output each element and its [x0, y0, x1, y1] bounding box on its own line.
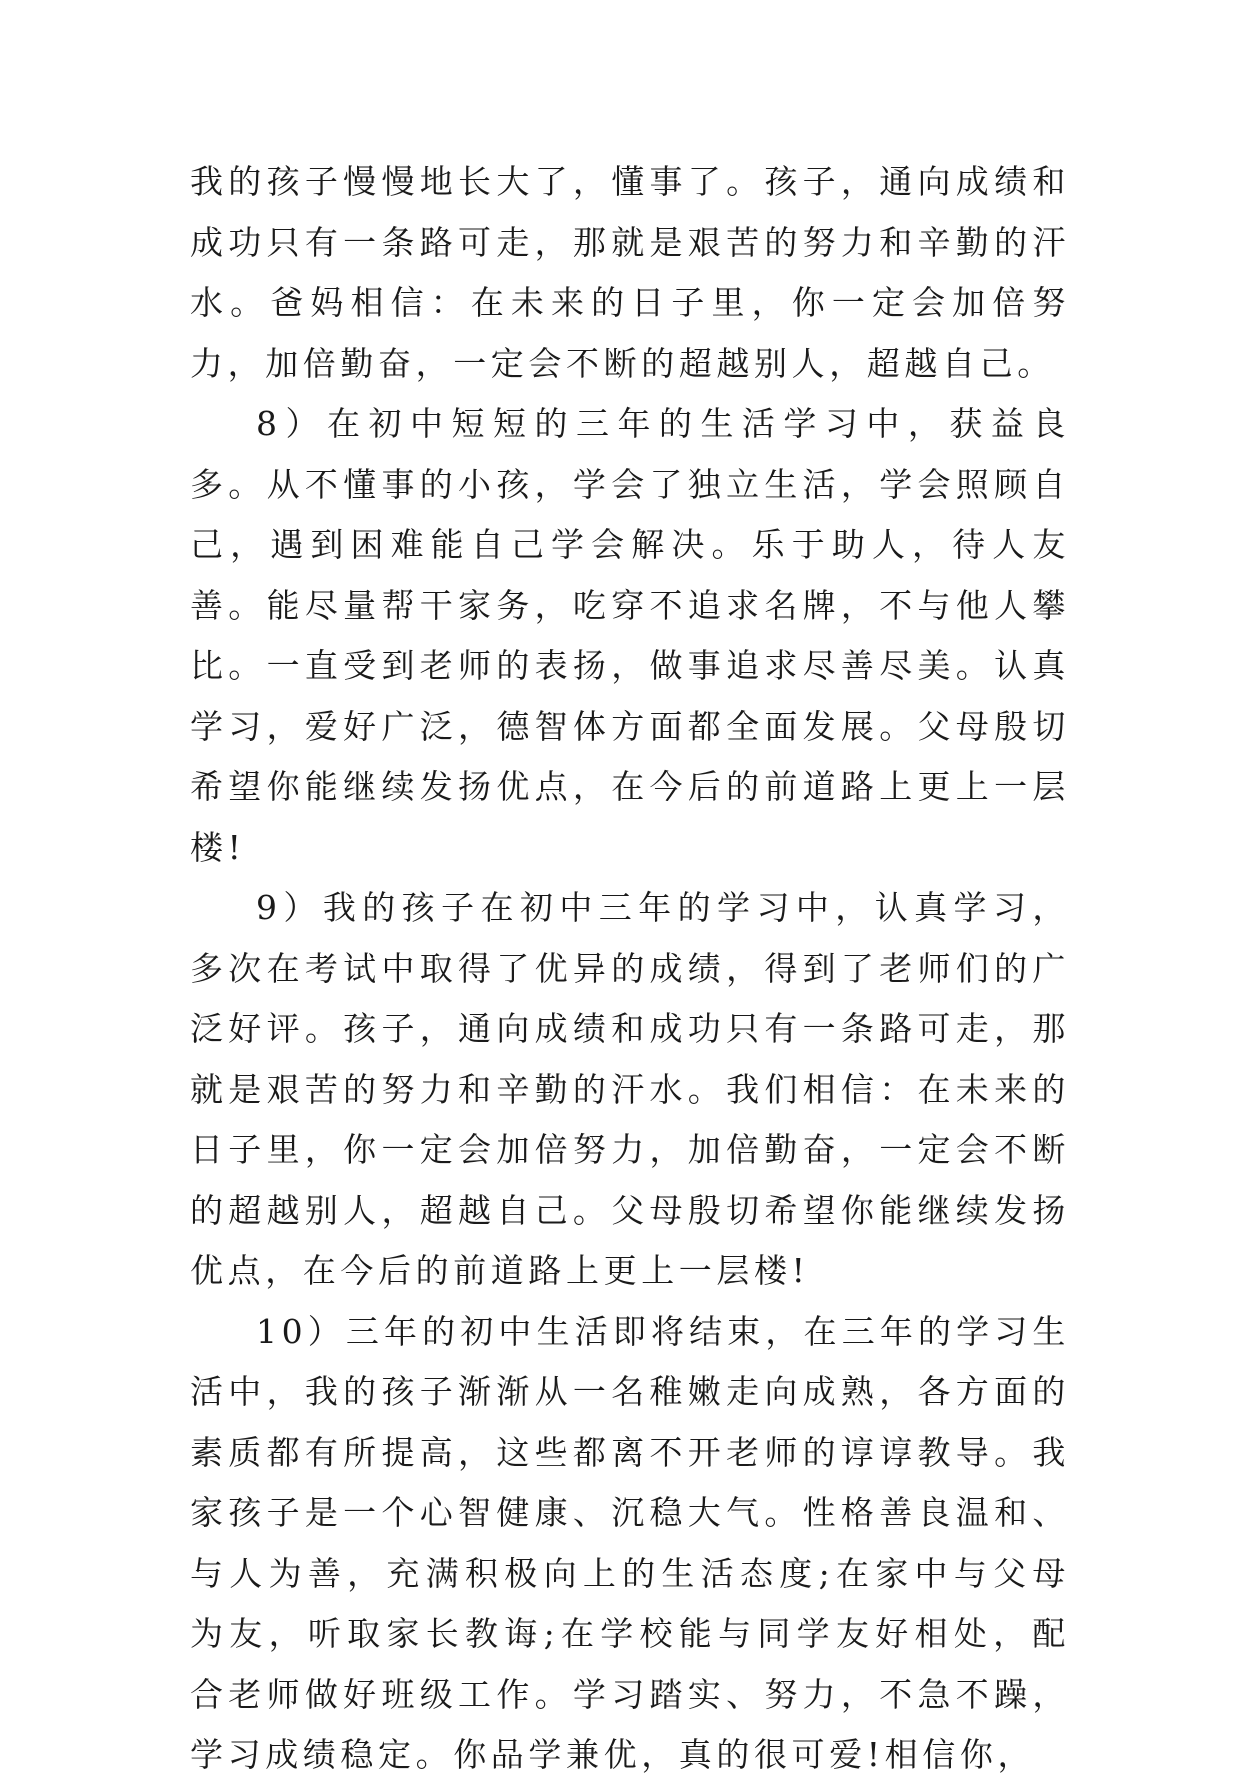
paragraph-10: 10）三年的初中生活即将结束，在三年的学习生活中，我的孩子渐渐从一名稚嫩走向成熟，各方面的素质都有所提高，这些都离不开老师的谆谆教导。我家孩子是一个心智健康、沉稳大气。性格善良温和、与人为善，充满积极向上的生活态度;在家中与父母为友，听取家长教诲;在学校能与同学友好相处，配合老师做好班级工作。学习踏实、努力，不急不躁，学习成绩稳定。你品学兼优，真的很可爱!相信你， [190, 1311, 1070, 1774]
paragraph-8: 8）在初中短短的三年的生活学习中，获益良多。从不懂事的小孩，学会了独立生活，学会照顾自己，遇到困难能自己学会解决。乐于助人，待人友善。能尽量帮干家务，吃穿不追求名牌，不与他人攀比。一直受到老师的表扬，做事追求尽善尽美。认真学习，爱好广泛，德智体方面都全面发展。父母殷切希望你能继续发扬优点，在今后的前道路上更上一层楼! [190, 404, 1070, 867]
paragraph-continuation: 我的孩子慢慢地长大了，懂事了。孩子，通向成绩和成功只有一条路可走，那就是艰苦的努力和辛勤的汗水。爸妈相信：在未来的日子里，你一定会加倍努力，加倍勤奋，一定会不断的超越别人，超越自己。 [190, 162, 1070, 383]
paragraph-9: 9）我的孩子在初中三年的学习中，认真学习，多次在考试中取得了优异的成绩，得到了老师们的广泛好评。孩子，通向成绩和成功只有一条路可走，那就是艰苦的努力和辛勤的汗水。我们相信：在未来的日子里，你一定会加倍努力，加倍勤奋，一定会不断的超越别人，超越自己。父母殷切希望你能继续发扬优点，在今后的前道路上更上一层楼! [190, 888, 1070, 1290]
document-body [190, 152, 1070, 1786]
